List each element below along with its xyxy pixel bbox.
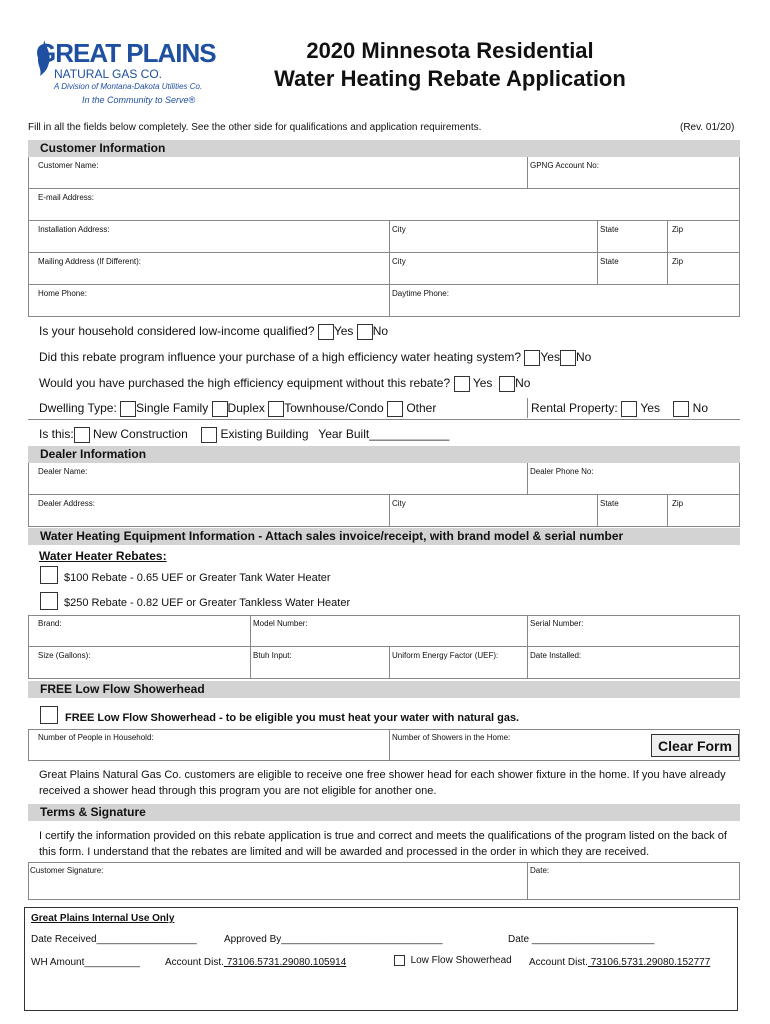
influence-no-checkbox[interactable] xyxy=(560,350,576,366)
showerhead-note: Great Plains Natural Gas Co. customers are eligible to receive one free shower head for each shower fixture in the home. If you have already received a shower head through this program you are not eligible for another one. xyxy=(39,769,726,797)
influence-yes-checkbox[interactable] xyxy=(524,350,540,366)
people-in-household-field[interactable]: Number of People in Household: xyxy=(28,729,390,761)
rebate-250-label: $250 Rebate - 0.82 UEF or Greater Tankless Water Heater xyxy=(64,597,351,609)
revision: (Rev. 01/20) xyxy=(680,122,735,133)
rebates-heading: Water Heater Rebates: xyxy=(39,549,167,563)
btuh-input-field[interactable]: Btuh Input: xyxy=(251,647,390,679)
date-installed-field[interactable]: Date Installed: xyxy=(528,647,740,679)
customer-section-header: Customer Information xyxy=(28,140,740,157)
mailing-zip-field[interactable]: Zip xyxy=(668,253,740,285)
dwelling-type-row: Dwelling Type: Single Family Duplex Townhouse/Condo Other xyxy=(39,401,437,416)
dealer-city-field[interactable]: City xyxy=(390,495,598,527)
divider xyxy=(28,419,740,420)
dealer-state-field[interactable]: State xyxy=(598,495,668,527)
rebate-100-label: $100 Rebate - 0.65 UEF or Greater Tank Water Heater xyxy=(64,572,331,584)
dealer-address-field[interactable]: Dealer Address: xyxy=(28,495,390,527)
title-line-2: Water Heating Rebate Application xyxy=(274,66,626,91)
low-income-question: Is your household considered low-income qualified? Yes No xyxy=(39,324,389,339)
serial-number-field[interactable]: Serial Number: xyxy=(528,615,740,647)
mailing-state-field[interactable]: State xyxy=(598,253,668,285)
installation-state-field[interactable]: State xyxy=(598,221,668,253)
internal-date-field[interactable]: Date ______________________ xyxy=(508,934,655,945)
terms-section-header: Terms & Signature xyxy=(28,804,740,821)
equipment-section-header: Water Heating Equipment Information - Attach sales invoice/receipt, with brand model & serial number xyxy=(28,528,740,545)
showerhead-section-header: FREE Low Flow Showerhead xyxy=(28,681,740,698)
wh-amount-field[interactable]: WH Amount__________ xyxy=(31,957,140,968)
customer-signature-field[interactable]: Customer Signature: xyxy=(28,862,528,900)
approved-by-field[interactable]: Approved By_____________________________ xyxy=(224,934,443,945)
number-of-showers-field[interactable]: Number of Showers in the Home: xyxy=(390,729,740,761)
dealer-phone-field[interactable]: Dealer Phone No: xyxy=(528,463,740,495)
duplex-checkbox[interactable] xyxy=(212,401,228,417)
instructions: Fill in all the fields below completely. See the other side for qualifications and application requirements. xyxy=(28,122,482,133)
purchase-question: Would you have purchased the high efficiency equipment without this rebate? Yes No xyxy=(39,376,531,391)
purchase-no-checkbox[interactable] xyxy=(499,376,515,392)
rental-property-row: Rental Property: Yes No xyxy=(531,401,709,416)
new-construction-checkbox[interactable] xyxy=(74,427,90,443)
mailing-address-field[interactable]: Mailing Address (If Different): xyxy=(28,253,390,285)
year-built-field[interactable]: Year Built____________ xyxy=(318,427,450,442)
title-line-1: 2020 Minnesota Residential xyxy=(306,38,594,63)
showerhead-label: FREE Low Flow Showerhead - to be eligible you must heat your water with natural gas. xyxy=(65,712,520,724)
signature-date-field[interactable]: Date: xyxy=(528,862,740,900)
model-number-field[interactable]: Model Number: xyxy=(251,615,528,647)
daytime-phone-field[interactable]: Daytime Phone: xyxy=(390,285,740,317)
account-number-field[interactable]: GPNG Account No: xyxy=(528,157,740,189)
uef-field[interactable]: Uniform Energy Factor (UEF): xyxy=(390,647,528,679)
rebate-250-checkbox[interactable] xyxy=(40,592,58,610)
low-flow-row: Low Flow Showerhead xyxy=(394,955,512,966)
low-income-yes-checkbox[interactable] xyxy=(318,324,334,340)
installation-city-field[interactable]: City xyxy=(390,221,598,253)
low-income-no-checkbox[interactable] xyxy=(357,324,373,340)
account-dist-1: Account Dist. 73106.5731.29080.105914 xyxy=(165,957,347,968)
low-flow-checkbox[interactable] xyxy=(394,955,405,966)
rebate-100-checkbox[interactable] xyxy=(40,566,58,584)
other-checkbox[interactable] xyxy=(387,401,403,417)
logo-division: A Division of Montana-Dakota Utilities Co. xyxy=(54,82,203,91)
clear-form-button[interactable]: Clear Form xyxy=(651,734,739,757)
installation-zip-field[interactable]: Zip xyxy=(668,221,740,253)
existing-building-checkbox[interactable] xyxy=(201,427,217,443)
logo-name: GREAT PLAINS xyxy=(36,38,216,68)
account-dist-2: Account Dist. 73106.5731.29080.152777 xyxy=(529,957,711,968)
mailing-city-field[interactable]: City xyxy=(390,253,598,285)
email-field[interactable]: E-mail Address: xyxy=(28,189,740,221)
date-received-field[interactable]: Date Received__________________ xyxy=(31,934,197,945)
size-field[interactable]: Size (Gallons): xyxy=(28,647,251,679)
single-family-checkbox[interactable] xyxy=(120,401,136,417)
logo-sub: NATURAL GAS CO. xyxy=(54,67,163,81)
rental-yes-checkbox[interactable] xyxy=(621,401,637,417)
dealer-name-field[interactable]: Dealer Name: xyxy=(28,463,528,495)
logo-tagline: In the Community to Serve® xyxy=(82,95,196,105)
dealer-zip-field[interactable]: Zip xyxy=(668,495,740,527)
dealer-section-header: Dealer Information xyxy=(28,446,740,463)
construction-type-row: Is this: New Construction Existing Building Year Built____________ xyxy=(39,427,450,442)
rental-no-checkbox[interactable] xyxy=(673,401,689,417)
brand-field[interactable]: Brand: xyxy=(28,615,251,647)
installation-address-field[interactable]: Installation Address: xyxy=(28,221,390,253)
influence-question: Did this rebate program influence your purchase of a high efficiency water heating system? Yes No xyxy=(39,350,592,365)
purchase-yes-checkbox[interactable] xyxy=(454,376,470,392)
showerhead-checkbox[interactable] xyxy=(40,706,58,724)
home-phone-field[interactable]: Home Phone: xyxy=(28,285,390,317)
townhouse-checkbox[interactable] xyxy=(268,401,284,417)
customer-name-field[interactable]: Customer Name: xyxy=(28,157,528,189)
divider xyxy=(527,398,528,418)
terms-text: I certify the information provided on this rebate application is true and correct and meets the qualifications of the program listed on the back of this form. I understand that the rebates are limited and will be awarded and processed in the order in which they are received. xyxy=(39,830,727,858)
internal-heading: Great Plains Internal Use Only xyxy=(31,913,175,924)
